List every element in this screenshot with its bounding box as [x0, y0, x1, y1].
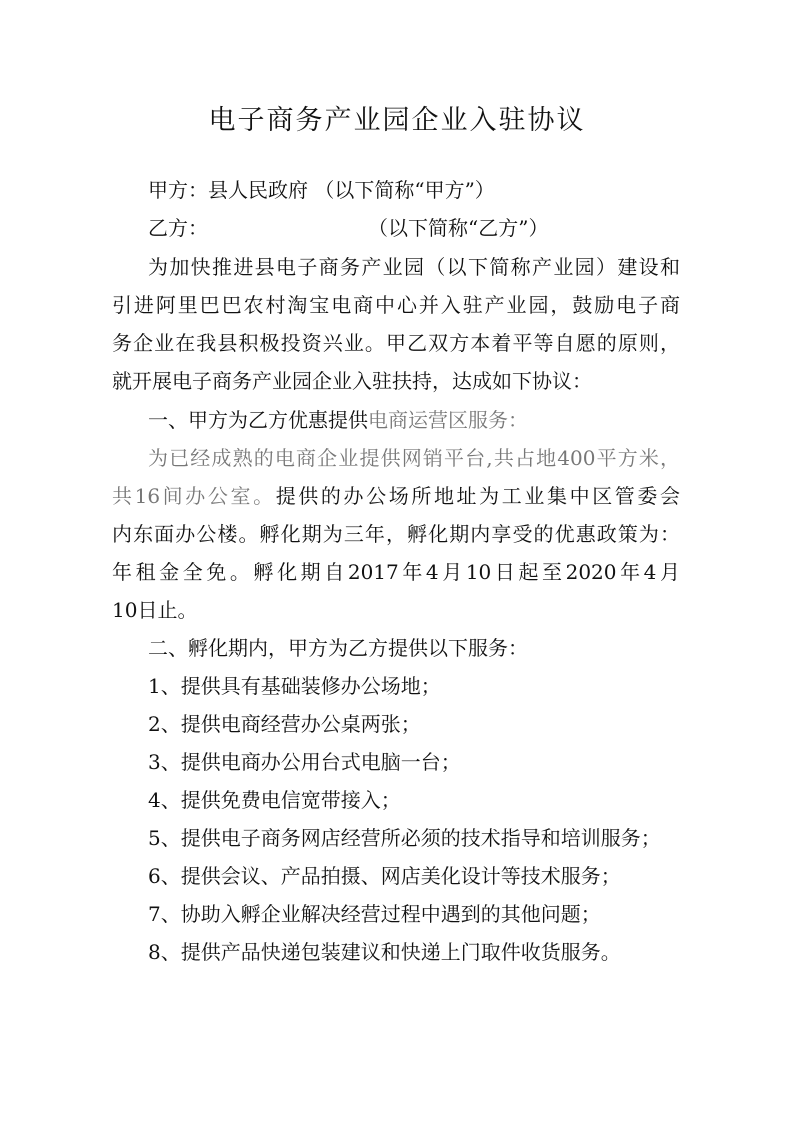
section1-line — [112, 477, 680, 515]
party-b-alias: （以下简称“乙方”） — [378, 216, 549, 240]
service-item: 3、提供电商办公用台式电脑一台； — [148, 750, 461, 774]
service-item: 5、提供电子商务网店经营所必须的技术指导和培训服务； — [148, 826, 661, 850]
party-b — [148, 209, 680, 247]
intro-line: 务企业在我县积极投资兴业。甲乙双方本着平等自愿的原则， — [112, 331, 680, 355]
service-item: 8、提供产品快递包装建议和快递上门取件收货服务。 — [148, 940, 621, 964]
section1-line: 为已经成熟的电商企业提供网销平台,共占地400平方米， — [148, 446, 680, 470]
intro-line: 引进阿里巴巴农村淘宝电商中心并入驻产业园，鼓励电子商 — [112, 293, 680, 317]
party-a: 甲方：县人民政府 （以下简称“甲方”） — [148, 178, 495, 202]
service-item: 6、提供会议、产品拍摄、网店美化设计等技术服务； — [148, 864, 621, 888]
intro-line: 就开展电子商务产业园企业入驻扶持，达成如下协议： — [112, 369, 592, 393]
service-item: 1、提供具有基础装修办公场地； — [148, 674, 441, 698]
party-b-label: 乙方： — [148, 216, 208, 240]
text: 提供的办公场所地址为工业集中区管委会 — [275, 484, 681, 508]
section2-heading: 二、孵化期内，甲方为乙方提供以下服务： — [148, 636, 528, 660]
heading-text-gray: 电商运营区服务： — [368, 408, 528, 432]
section1-line: 10日止。 — [112, 598, 198, 622]
service-item: 2、提供电商经营办公桌两张； — [148, 712, 421, 736]
section1-line: 年租金全免。孵化期自2017年4月10日起至2020年4月 — [112, 560, 680, 584]
service-item: 4、提供免费电信宽带接入； — [148, 788, 401, 812]
section1-heading — [148, 401, 680, 439]
gray-text: 共16间办公室。 — [112, 484, 276, 508]
service-item: 7、协助入孵企业解决经营过程中遇到的其他问题； — [148, 902, 601, 926]
document-title: 电子商务产业园企业入驻协议 — [208, 105, 586, 136]
intro-line: 为加快推进县电子商务产业园（以下简称产业园）建设和 — [148, 255, 680, 279]
heading-text: 一、甲方为乙方优惠提供 — [148, 408, 368, 432]
section1-line: 内东面办公楼。孵化期为三年，孵化期内享受的优惠政策为： — [112, 522, 680, 546]
